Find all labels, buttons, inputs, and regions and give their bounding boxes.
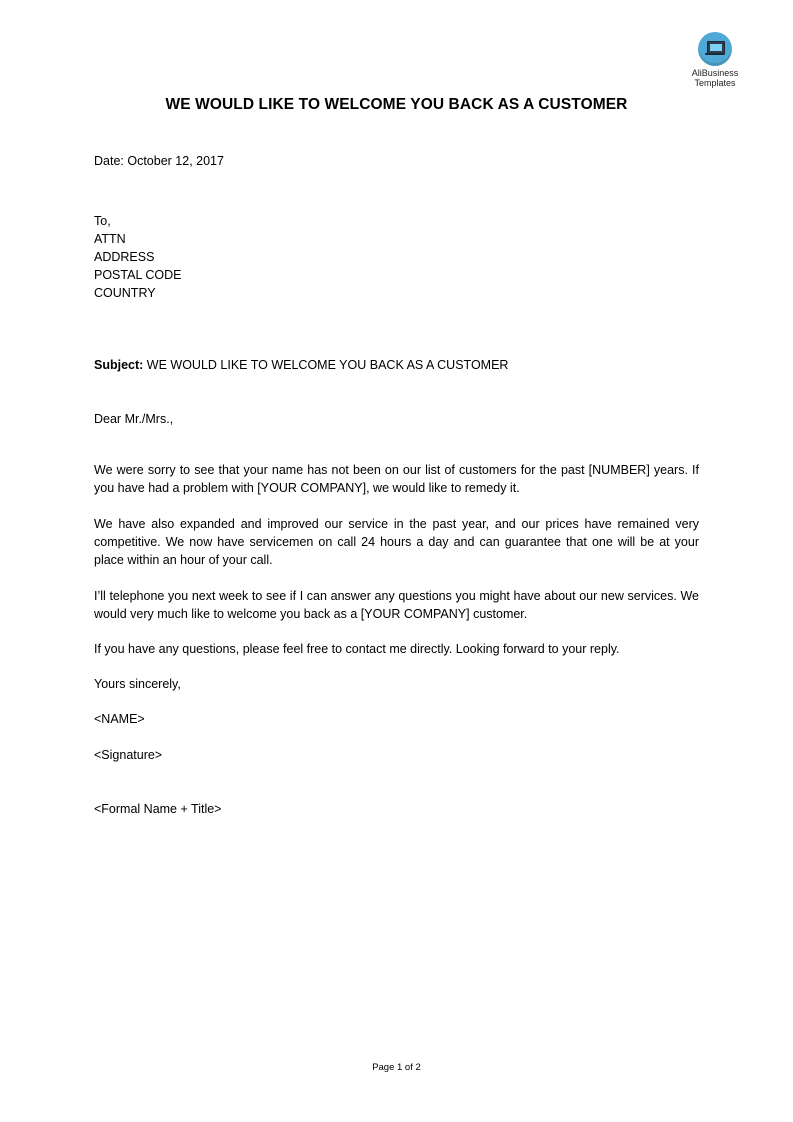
address-to: To, — [94, 214, 111, 228]
salutation: Dear Mr./Mrs., — [94, 412, 174, 426]
company-logo — [683, 32, 747, 88]
laptop-icon — [698, 32, 732, 66]
closing-formal-name: <Formal Name + Title> — [94, 802, 222, 816]
body-paragraph-3: I’ll telephone you next week to see if I can answer any questions you might have about our new services. We would very much like to welcome you back as a [YOUR COMPANY] customer. — [94, 589, 699, 621]
body-paragraph-2: We have also expanded and improved our service in the past year, and our prices have remained very competitive. We now have servicemen on call 24 hours a day and can guarantee that one will be at your place within an hour of your call. — [94, 517, 699, 567]
document-title: WE WOULD LIKE TO WELCOME YOU BACK AS A CUSTOMER — [165, 96, 628, 113]
address-postal-code: POSTAL CODE — [94, 268, 182, 282]
closing-signature: <Signature> — [94, 748, 163, 762]
body-paragraph-4: If you have any questions, please feel free to contact me directly. Looking forward to your reply. — [94, 642, 620, 656]
address-line: ADDRESS — [94, 250, 155, 264]
address-attn: ATTN — [94, 232, 126, 246]
logo-line-2: Templates — [694, 78, 736, 88]
logo-line-1: AliBusiness — [691, 68, 739, 78]
subject-text: WE WOULD LIKE TO WELCOME YOU BACK AS A CUSTOMER — [143, 358, 509, 372]
letter-date: Date: October 12, 2017 — [94, 154, 224, 168]
logo-text — [683, 68, 747, 88]
closing-name: <NAME> — [94, 712, 145, 726]
body-paragraph-1: We were sorry to see that your name has not been on our list of customers for the past [NUMBER] years. If you have had a problem with [YOUR COMPANY], we would like to remedy it. — [94, 463, 699, 495]
page-number: Page 1 of 2 — [372, 1062, 421, 1073]
address-country: COUNTRY — [94, 286, 156, 300]
subject-line — [94, 356, 508, 374]
closing-sincerely: Yours sincerely, — [94, 677, 181, 691]
subject-label: Subject: — [94, 358, 144, 372]
